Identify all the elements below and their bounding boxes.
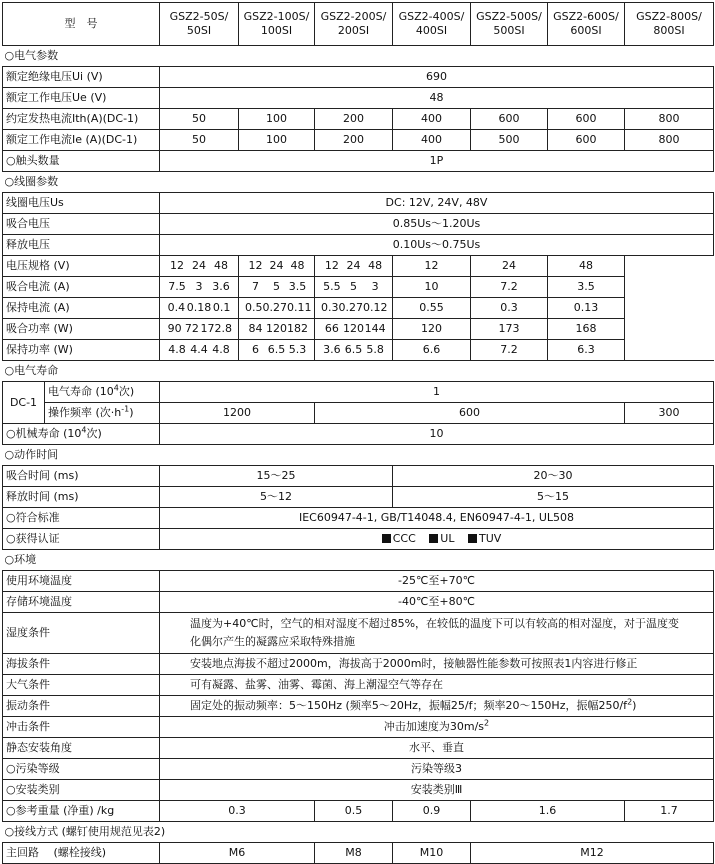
cell: 3.5: [548, 277, 625, 298]
cell: 200: [315, 109, 393, 130]
elec-life-label: 电气寿命 (10: [48, 385, 114, 398]
mech-life-suffix: 次): [86, 427, 102, 440]
triple-cell: [160, 256, 239, 277]
cell: 0.3: [160, 801, 315, 822]
row-label: ○安装类别: [3, 780, 160, 801]
sub-value: 120: [343, 322, 364, 335]
row-release-time: [3, 487, 714, 508]
cell: 600: [548, 109, 625, 130]
row-label: [3, 424, 160, 445]
triple-cell: [239, 277, 315, 298]
row-value: 10: [160, 424, 714, 445]
row-label: ○污染等级: [3, 759, 160, 780]
triple-cell: [315, 256, 393, 277]
triple-cell: [239, 298, 315, 319]
sub-value: 4.8: [168, 343, 186, 356]
row-value: 安装地点海拔不超过2000m，海拔高于2000m时，接触器性能参数可按照表1内容进行修正: [160, 654, 714, 675]
row-hold-power: [3, 340, 714, 361]
sub-value: 0.3: [321, 301, 339, 314]
checkbox-filled-icon: [382, 534, 391, 543]
sub-value: 7: [252, 280, 259, 293]
row-operating-frequency: [3, 403, 714, 424]
row-label: 保持电流 (A): [3, 298, 160, 319]
sub-value: 6: [252, 343, 259, 356]
sub-value: 4.4: [190, 343, 208, 356]
cell: 120: [393, 319, 471, 340]
spec-table: [2, 2, 714, 864]
cell: 7.2: [471, 277, 548, 298]
cell: 6.6: [393, 340, 471, 361]
sub-value: 0.27: [338, 301, 363, 314]
section-title: ○接线方式 (螺钉使用规范见表2): [3, 822, 714, 843]
sub-value: 12: [170, 259, 184, 272]
cell: 0.13: [548, 298, 625, 319]
model-label: 型 号: [3, 3, 160, 46]
triple-cell: [239, 256, 315, 277]
sub-value: 172.8: [200, 322, 232, 335]
row-label: 约定发热电流Ith(A)(DC-1): [3, 109, 160, 130]
row-shock: [3, 717, 714, 738]
sub-value: 3.6: [323, 343, 341, 356]
sub-value: 0.5: [245, 301, 263, 314]
row-use-temp: [3, 571, 714, 592]
cell: 0.9: [393, 801, 471, 822]
sub-value: 5.3: [288, 343, 307, 356]
cell: 500: [471, 130, 548, 151]
row-value: 690: [160, 67, 714, 88]
triple-values: [239, 256, 314, 276]
sub-value: 0.1: [212, 301, 231, 314]
vib-text: 固定处的振动频率：5～150Hz (频率5～20Hz，振幅25/f；频率20～150Hz，振幅250/f: [190, 699, 628, 712]
row-ie: [3, 130, 714, 151]
model-800: [625, 3, 714, 46]
row-label: [45, 403, 160, 424]
cell: 12: [393, 256, 471, 277]
mech-life-label: ○机械寿命 (10: [6, 427, 82, 440]
row-label: ○符合标准: [3, 508, 160, 529]
triple-cell: [315, 277, 393, 298]
sub-value: 48: [290, 259, 305, 272]
cell: 1.6: [471, 801, 625, 822]
model-400: [393, 3, 471, 46]
sub-value: 7.5: [168, 280, 186, 293]
sub-value: 5: [350, 280, 357, 293]
model-400-text: GSZ2-400S/ 400SI: [398, 10, 465, 37]
triple-values: [160, 277, 238, 297]
row-label: 静态安装角度: [3, 738, 160, 759]
sub-value: 24: [192, 259, 206, 272]
model-600: [548, 3, 625, 46]
triple-cell: [160, 277, 239, 298]
triple-values: [160, 298, 238, 318]
row-label: ○参考重量 (净重) /kg: [3, 801, 160, 822]
cell: 0.55: [393, 298, 471, 319]
cell: 1.7: [625, 801, 714, 822]
cell: 100: [239, 130, 315, 151]
cell: 7.2: [471, 340, 548, 361]
row-value: 安装类别Ⅲ: [160, 780, 714, 801]
sub-value: 0.18: [186, 301, 212, 314]
row-value: DC: 12V, 24V, 48V: [160, 193, 714, 214]
triple-values: [315, 277, 392, 297]
sub-value: 3.5: [288, 280, 307, 293]
triple-values: [315, 319, 392, 339]
model-100: [239, 3, 315, 46]
sub-value: 144: [364, 322, 386, 335]
cell: 15～25: [160, 466, 393, 487]
section-title: ○电气寿命: [3, 361, 714, 382]
triple-values: [239, 277, 314, 297]
row-label: ○触头数量: [3, 151, 160, 172]
row-pickup-voltage: [3, 214, 714, 235]
triple-values: [315, 298, 392, 318]
row-label: 释放电压: [3, 235, 160, 256]
cell: 100: [239, 109, 315, 130]
triple-cell: [160, 298, 239, 319]
cell: 24: [471, 256, 548, 277]
triple-values: [239, 319, 314, 339]
section-timing: [3, 445, 714, 466]
row-label: 湿度条件: [3, 613, 160, 654]
row-value: 水平、垂直: [160, 738, 714, 759]
row-value: 0.85Us～1.20Us: [160, 214, 714, 235]
row-label: 释放时间 (ms): [3, 487, 160, 508]
sub-value: 0.11: [287, 301, 312, 314]
model-600-text: GSZ2-600S/ 600SI: [553, 10, 619, 37]
sub-value: 3: [371, 280, 379, 293]
row-main-circuit: [3, 843, 714, 864]
row-label: 振动条件: [3, 696, 160, 717]
sub-value: 5.5: [323, 280, 341, 293]
triple-values: [239, 340, 314, 360]
triple-cell: [239, 319, 315, 340]
row-vibration: [3, 696, 714, 717]
section-title: ○环境: [3, 550, 714, 571]
dc1-label: DC-1: [3, 382, 45, 424]
model-200-text: GSZ2-200S/ 200SI: [320, 10, 387, 37]
model-500-text: GSZ2-500S/ 500SI: [476, 10, 542, 37]
triple-cell: [315, 319, 393, 340]
cell: 600: [315, 403, 625, 424]
triple-values: [315, 340, 392, 360]
sub-value: 12: [248, 259, 263, 272]
sub-value: 120: [266, 322, 287, 335]
cell: 600: [471, 109, 548, 130]
elec-life-sup: 4: [113, 383, 119, 393]
row-value: IEC60947-4-1, GB/T14048.4, EN60947-4-1, UL508: [160, 508, 714, 529]
triple-values: [160, 256, 238, 276]
cell: 168: [548, 319, 625, 340]
row-humidity: [3, 613, 714, 654]
freq-sup: -1: [121, 404, 130, 414]
freq-label: 操作频率 (次·h: [48, 406, 122, 419]
vib-sup: 2: [627, 697, 633, 707]
cell: M12: [471, 843, 714, 864]
row-angle: [3, 738, 714, 759]
triple-cell: [315, 340, 393, 361]
row-weight: [3, 801, 714, 822]
row-label: 存储环境温度: [3, 592, 160, 613]
section-life: [3, 361, 714, 382]
row-ue: [3, 88, 714, 109]
model-500: [471, 3, 548, 46]
sub-value: 182: [287, 322, 308, 335]
sub-value: 0.4: [167, 301, 186, 314]
row-label: 额定工作电压Ue (V): [3, 88, 160, 109]
row-electrical-life: [3, 382, 714, 403]
triple-values: [160, 319, 238, 339]
cell: 800: [625, 130, 714, 151]
checkbox-filled-icon: [429, 534, 438, 543]
row-label: 吸合功率 (W): [3, 319, 160, 340]
cert-tuv: TUV: [478, 532, 502, 545]
row-label: 吸合时间 (ms): [3, 466, 160, 487]
row-contacts: [3, 151, 714, 172]
sub-value: 66: [324, 322, 339, 335]
row-label: 线圈电压Us: [3, 193, 160, 214]
cell: 48: [548, 256, 625, 277]
triple-cell: [160, 319, 239, 340]
row-release-voltage: [3, 235, 714, 256]
row-label: 海拔条件: [3, 654, 160, 675]
sub-value: 72: [184, 322, 199, 335]
row-label: 保持功率 (W): [3, 340, 160, 361]
row-label: ○获得认证: [3, 529, 160, 550]
row-label: 冲击条件: [3, 717, 160, 738]
row-ui: [3, 67, 714, 88]
sub-value: 0.12: [363, 301, 388, 314]
row-mechanical-life: [3, 424, 714, 445]
row-voltage-spec: [3, 256, 714, 277]
row-value: 1: [160, 382, 714, 403]
cell: 200: [315, 130, 393, 151]
sub-value: 12: [324, 259, 339, 272]
row-label: 使用环境温度: [3, 571, 160, 592]
sub-value: 6.5: [344, 343, 363, 356]
row-value: [160, 717, 714, 738]
row-value: [160, 696, 714, 717]
row-value: -40℃至+80℃: [160, 592, 714, 613]
model-200: [315, 3, 393, 46]
cell: M8: [315, 843, 393, 864]
row-label: 吸合电压: [3, 214, 160, 235]
sub-value: 48: [214, 259, 228, 272]
triple-cell: [239, 340, 315, 361]
row-label: 额定工作电流Ie (A)(DC-1): [3, 130, 160, 151]
section-wiring: [3, 822, 714, 843]
row-value: 温度为+40℃时，空气的相对湿度不超过85%，在较低的温度下可以有较高的相对湿度，对于温度变化偶尔产生的凝露应采取特殊措施: [160, 613, 714, 654]
row-value: 污染等级3: [160, 759, 714, 780]
cert-ccc: CCC: [392, 532, 416, 545]
triple-values: [239, 298, 314, 318]
cell: 600: [548, 130, 625, 151]
sub-value: 24: [346, 259, 361, 272]
triple-values: [160, 340, 238, 360]
row-label: 吸合电流 (A): [3, 277, 160, 298]
row-value: 48: [160, 88, 714, 109]
cell: 0.3: [471, 298, 548, 319]
model-100-text: GSZ2-100S/ 100SI: [243, 10, 310, 37]
triple-cell: [315, 298, 393, 319]
cert-ul: UL: [440, 532, 455, 545]
shock-text: 冲击加速度为30m/s: [383, 720, 485, 733]
row-value: 可有凝露、盐雾、油雾、霉菌、海上潮湿空气等存在: [160, 675, 714, 696]
triple-cell: [160, 340, 239, 361]
row-install: [3, 780, 714, 801]
row-standard: [3, 508, 714, 529]
cell: 50: [160, 109, 239, 130]
checkbox-filled-icon: [468, 534, 477, 543]
row-store-temp: [3, 592, 714, 613]
sub-value: 5.8: [366, 343, 384, 356]
row-altitude: [3, 654, 714, 675]
cell: 400: [393, 130, 471, 151]
model-50: [160, 3, 239, 46]
section-electrical: [3, 46, 714, 67]
sub-value: 4.8: [212, 343, 230, 356]
cell: M6: [160, 843, 315, 864]
row-atmosphere: [3, 675, 714, 696]
elec-life-suffix: 次): [118, 385, 135, 398]
cell: 5～12: [160, 487, 393, 508]
cert-list: [160, 529, 714, 550]
row-pickup-current: [3, 277, 714, 298]
row-pickup-time: [3, 466, 714, 487]
row-certification: [3, 529, 714, 550]
cell: 50: [160, 130, 239, 151]
section-title: ○动作时间: [3, 445, 714, 466]
section-coil: [3, 172, 714, 193]
row-label: 电压规格 (V): [3, 256, 160, 277]
cell: 20～30: [393, 466, 714, 487]
cell: 173: [471, 319, 548, 340]
section-environment: [3, 550, 714, 571]
sub-value: 90: [167, 322, 182, 335]
cell: 10: [393, 277, 471, 298]
model-800-text: GSZ2-800S/ 800SI: [636, 10, 702, 37]
sub-value: 24: [269, 259, 284, 272]
row-label: 主回路 (螺栓接线): [3, 843, 160, 864]
row-pollution: [3, 759, 714, 780]
row-hold-current: [3, 298, 714, 319]
cell: 1200: [160, 403, 315, 424]
row-us: [3, 193, 714, 214]
cell: 0.5: [315, 801, 393, 822]
sub-value: 48: [368, 259, 383, 272]
cell: M10: [393, 843, 471, 864]
row-value: 0.10Us～0.75Us: [160, 235, 714, 256]
row-label: [45, 382, 160, 403]
cell: 6.3: [548, 340, 625, 361]
sub-value: 5: [273, 280, 280, 293]
shock-sup: 2: [484, 718, 490, 728]
mech-life-sup: 4: [81, 425, 87, 435]
vib-suffix: ): [632, 699, 637, 712]
sub-value: 84: [248, 322, 263, 335]
model-50-text: GSZ2-50S/ 50SI: [169, 10, 229, 37]
row-label: 额定绝缘电压Ui (V): [3, 67, 160, 88]
sub-value: 0.27: [262, 301, 287, 314]
triple-values: [315, 256, 392, 276]
sub-value: 6.5: [267, 343, 286, 356]
row-value: -25℃至+70℃: [160, 571, 714, 592]
cell: 800: [625, 109, 714, 130]
cell: 5～15: [393, 487, 714, 508]
cell: 400: [393, 109, 471, 130]
row-value: 1P: [160, 151, 714, 172]
sub-value: 3.6: [212, 280, 230, 293]
row-pickup-power: [3, 319, 714, 340]
row-ith: [3, 109, 714, 130]
freq-suffix: ): [129, 406, 134, 419]
sub-value: 3: [195, 280, 203, 293]
section-title: ○线圈参数: [3, 172, 714, 193]
header-row: [3, 3, 714, 46]
cell: 300: [625, 403, 714, 424]
row-label: 大气条件: [3, 675, 160, 696]
section-title: ○电气参数: [3, 46, 714, 67]
